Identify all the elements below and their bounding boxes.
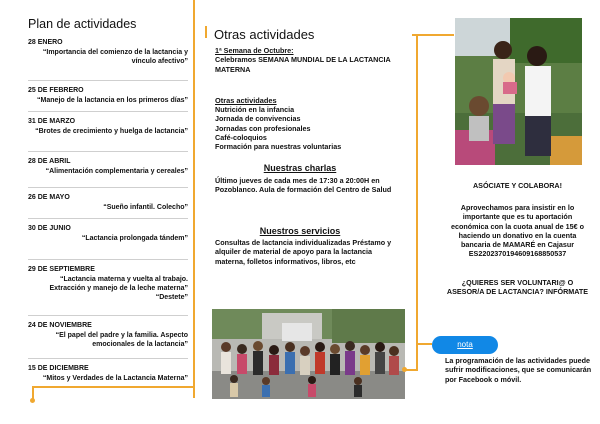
event-desc: “Manejo de la lactancia en los primeros días”	[37, 97, 188, 104]
otras-item: Jornadas con profesionales	[215, 123, 311, 133]
event-date: 26 DE MAYO	[28, 194, 70, 201]
plan-title: Plan de actividades	[28, 17, 137, 31]
charlas-text: Último jueves de cada mes de 17:30 a 20:00H en Pozoblanco. Aula de formación del Centro de Salud	[215, 176, 392, 195]
mid-top-tick	[205, 26, 207, 38]
week-label: 1ª Semana de Octubre:	[215, 46, 294, 55]
event-desc: “Lactancia prolongada tándem”	[81, 235, 188, 242]
right-divider-line	[416, 34, 418, 370]
otras-title: Otras actividades	[214, 27, 315, 42]
voluntaria-text: ¿QUIERES SER VOLUNTARI@ O ASESOR/A DE LACTANCIA? INFÓRMATE	[446, 278, 589, 297]
week-block	[215, 46, 405, 74]
event-desc: “Lactancia materna y vuelta al trabajo. Extracción y manejo de la leche materna” “Destete”	[49, 276, 188, 301]
left-divider-line	[193, 0, 195, 398]
asociate-heading: ASÓCIATE Y COLABORA!	[472, 181, 563, 190]
otras-item: Formación para nuestras voluntarias	[215, 142, 342, 152]
event-date: 15 DE DICIEMBRE	[28, 365, 89, 372]
event-item	[28, 364, 188, 383]
event-separator	[28, 111, 188, 112]
event-separator	[28, 315, 188, 316]
left-panel	[0, 0, 200, 424]
mothers-photo	[455, 18, 582, 165]
left-bottom-dot	[30, 398, 35, 403]
event-item	[28, 321, 188, 349]
right-top-line	[412, 34, 454, 36]
right-bottom-dot	[402, 367, 407, 372]
otras-item: Nutrición en la infancia	[215, 105, 295, 114]
event-separator	[28, 218, 188, 219]
event-item	[28, 193, 188, 212]
nota-text: La programación de las actividades puede sufrir modificaciones, que se comunicarán por Facebook o móvil.	[445, 356, 592, 384]
servicios-heading: Nuestros servicios	[259, 226, 341, 236]
left-bottom-line	[32, 386, 195, 388]
nota-connector	[416, 343, 432, 345]
charlas-heading: Nuestras charlas	[263, 163, 337, 173]
event-date: 31 DE MARZO	[28, 118, 76, 125]
event-separator	[28, 80, 188, 81]
event-separator	[28, 259, 188, 260]
donativo-text: Aprovechamos para insistir en lo importante que es tu aportación económica con la cuota anual de 15€ o haciendo un donativo en la cuenta bancaria de MAMARÉ en Cajasur ES2202370194609168850537	[450, 203, 584, 259]
otras-item: Jornada de convivencias	[215, 114, 301, 124]
event-desc: “Alimentación complementaria y cereales”	[45, 168, 188, 175]
event-separator	[28, 187, 188, 188]
event-date: 24 DE NOVIEMBRE	[28, 322, 92, 329]
otras-item: Café-coloquios	[215, 132, 267, 142]
event-item	[28, 117, 188, 136]
otras-heading: Otras actividades	[215, 96, 277, 105]
event-date: 28 DE ABRIL	[28, 158, 71, 165]
otras-list	[215, 105, 405, 151]
event-separator	[28, 151, 188, 152]
event-item	[28, 265, 188, 302]
nota-label: nota	[432, 336, 498, 354]
event-desc: “Sueño infantil. Colecho”	[103, 204, 188, 211]
event-separator	[28, 358, 188, 359]
event-item	[28, 38, 188, 66]
event-desc: “Importancia del comienzo de la lactancia y vínculo afectivo”	[42, 49, 188, 65]
event-date: 29 DE SEPTIEMBRE	[28, 266, 95, 273]
week-text: Celebramos SEMANA MUNDIAL DE LA LACTANCIA MATERNA	[215, 55, 391, 74]
event-date: 25 DE FEBRERO	[28, 87, 84, 94]
event-date: 28 ENERO	[28, 39, 63, 46]
event-desc: “El papel del padre y la familia. Aspecto emocionales de la lactancia”	[55, 332, 188, 348]
group-photo	[212, 309, 405, 399]
event-desc: “Brotes de crecimiento y huelga de lactancia”	[35, 128, 188, 135]
servicios-text: Consultas de lactancia individualizadas Préstamo y alquiler de material de apoyo para la lactancia materna, folletos informativos, libros, etc	[215, 238, 392, 266]
event-desc: “Mitos y Verdades de la Lactancia Materna”	[42, 375, 188, 382]
event-item	[28, 157, 188, 176]
event-item	[28, 224, 188, 243]
event-date: 30 DE JUNIO	[28, 225, 71, 232]
event-item	[28, 86, 188, 105]
